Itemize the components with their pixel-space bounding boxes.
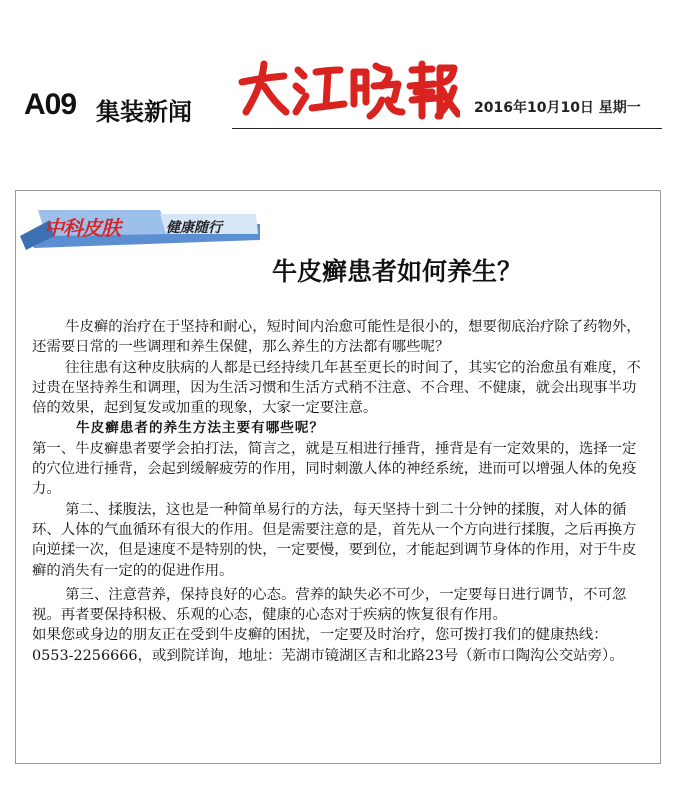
paragraph: 第一、牛皮癣患者要学会拍打法，简言之，就是互相进行捶背，捶背是有一定效果的，选择一定的穴位进行捶背，会起到缓解疲劳的作用，同时刺激人体的神经系统，进而可以增强人体的免疫力。 — [32, 440, 637, 498]
issue-date: 2016年10月10日 星期一 — [474, 100, 641, 116]
paragraph: 第二、揉腹法，这也是一种简单易行的方法，每天坚持十到二十分钟的揉腹，对人体的循环、人体的气血循环有很大的作用。但是需要注意的是，首先从一个方向进行揉腹，之后再换方向逆揉一次，但是速度不是特别的快，一定要慢，要到位，才能起到调节身体的作用，对于牛皮癣的消失有一定的的促进作用。 — [32, 501, 637, 579]
masthead-logo — [232, 56, 460, 122]
contact-paragraph: 如果您或身边的朋友正在受到牛皮癣的困扰，一定要及时治疗，您可拨打我们的健康热线：0553-2256666，或到院详询，地址：芜湖市镜湖区吉和北路23号（新市口陶沟公交站旁）。 — [32, 627, 624, 664]
article-title: 牛皮癣患者如何养生？ — [272, 257, 523, 286]
masthead-calligraphy-icon — [232, 56, 460, 122]
banner-title: 中科皮肤 — [44, 216, 120, 240]
banner-subtitle: 健康随行 — [166, 220, 222, 236]
header-rule — [232, 128, 662, 129]
article-body — [32, 317, 644, 666]
paragraph: 往往患有这种皮肤病的人都是已经持续几年甚至更长的时间了，其实它的治愈虽有难度，不过贵在坚持养生和调理，因为生活习惯和生活方式稍不注意、不合理、不健康，就会出现事半功倍的效果，起到复发或加重的现象，大家一定要注意。 — [32, 359, 641, 417]
paragraph: 牛皮癣的治疗在于坚持和耐心，短时间内治愈可能性是很小的，想要彻底治疗除了药物外，还需要日常的一些调理和养生保健，那么养生的方法都有哪些呢？ — [32, 319, 641, 356]
page-code: A09 — [24, 88, 77, 121]
section-name: 集装新闻 — [96, 98, 192, 126]
subheading: 牛皮癣患者的养生方法主要有哪些呢？ — [76, 420, 325, 437]
newspaper-header — [0, 0, 676, 140]
paragraph: 第三、注意营养，保持良好的心态。营养的缺失必不可少，一定要每日进行调节，不可忽视。再者要保持积极、乐观的心态，健康的心态对于疾病的恢复很有作用。 — [32, 586, 627, 624]
